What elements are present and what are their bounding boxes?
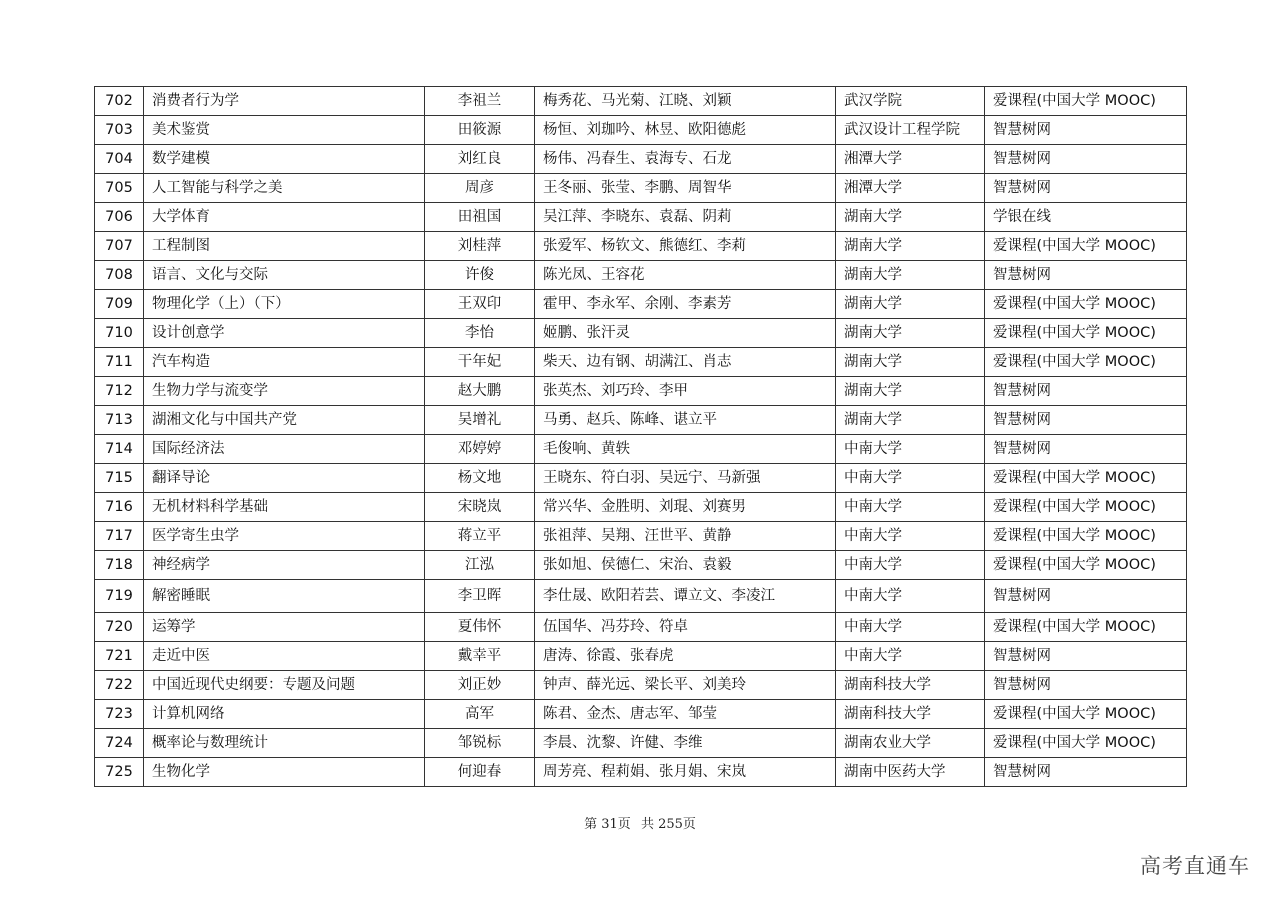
course-name: 工程制图 [144,232,425,261]
row-number: 720 [95,613,144,642]
team-members: 伍国华、冯芬玲、符卓 [535,613,836,642]
course-lead: 高军 [425,700,535,729]
course-name: 翻译导论 [144,464,425,493]
platform-name: 学银在线 [985,203,1187,232]
school-name: 湖南大学 [836,319,985,348]
team-members: 唐涛、徐霞、张春虎 [535,642,836,671]
team-members: 张祖萍、吴翔、汪世平、黄静 [535,522,836,551]
table-row [95,348,1187,377]
course-lead: 李祖兰 [425,87,535,116]
course-lead: 吴增礼 [425,406,535,435]
course-name: 湖湘文化与中国共产党 [144,406,425,435]
table-row [95,261,1187,290]
course-lead: 刘正妙 [425,671,535,700]
platform-name: 爱课程(中国大学 MOOC) [985,348,1187,377]
platform-name: 爱课程(中国大学 MOOC) [985,464,1187,493]
course-name: 走近中医 [144,642,425,671]
row-number: 708 [95,261,144,290]
platform-name: 智慧树网 [985,261,1187,290]
row-number: 714 [95,435,144,464]
team-members: 王晓东、符白羽、吴远宁、马新强 [535,464,836,493]
row-number: 719 [95,580,144,613]
school-name: 中南大学 [836,464,985,493]
platform-name: 智慧树网 [985,758,1187,787]
platform-name: 爱课程(中国大学 MOOC) [985,551,1187,580]
watermark-text: 高考直通车 [1140,854,1250,878]
table-row [95,87,1187,116]
row-number: 707 [95,232,144,261]
course-lead: 干年妃 [425,348,535,377]
platform-name: 爱课程(中国大学 MOOC) [985,290,1187,319]
course-lead: 李卫晖 [425,580,535,613]
course-lead: 邓婷婷 [425,435,535,464]
school-name: 湖南大学 [836,261,985,290]
platform-name: 智慧树网 [985,642,1187,671]
school-name: 湖南大学 [836,406,985,435]
course-name: 解密睡眠 [144,580,425,613]
course-lead: 李怡 [425,319,535,348]
team-members: 吴江萍、李晓东、袁磊、阴莉 [535,203,836,232]
course-name: 美术鉴赏 [144,116,425,145]
row-number: 703 [95,116,144,145]
course-lead: 田祖国 [425,203,535,232]
platform-name: 智慧树网 [985,406,1187,435]
team-members: 钟声、薛光远、梁长平、刘美玲 [535,671,836,700]
team-members: 梅秀花、马光菊、江晓、刘颖 [535,87,836,116]
row-number: 715 [95,464,144,493]
course-name: 神经病学 [144,551,425,580]
table-row [95,435,1187,464]
table-row [95,116,1187,145]
row-number: 722 [95,671,144,700]
table-row [95,580,1187,613]
table-row [95,232,1187,261]
row-number: 702 [95,87,144,116]
row-number: 724 [95,729,144,758]
platform-name: 智慧树网 [985,116,1187,145]
school-name: 湖南科技大学 [836,700,985,729]
platform-name: 爱课程(中国大学 MOOC) [985,522,1187,551]
row-number: 704 [95,145,144,174]
school-name: 中南大学 [836,522,985,551]
school-name: 湘潭大学 [836,174,985,203]
course-name: 语言、文化与交际 [144,261,425,290]
team-members: 马勇、赵兵、陈峰、谌立平 [535,406,836,435]
row-number: 706 [95,203,144,232]
row-number: 718 [95,551,144,580]
table-row [95,671,1187,700]
school-name: 湖南大学 [836,377,985,406]
course-name: 概率论与数理统计 [144,729,425,758]
platform-name: 爱课程(中国大学 MOOC) [985,493,1187,522]
platform-name: 爱课程(中国大学 MOOC) [985,613,1187,642]
team-members: 杨伟、冯春生、袁海专、石龙 [535,145,836,174]
course-name: 数学建模 [144,145,425,174]
platform-name: 爱课程(中国大学 MOOC) [985,87,1187,116]
school-name: 湖南大学 [836,232,985,261]
platform-name: 智慧树网 [985,145,1187,174]
course-lead: 戴幸平 [425,642,535,671]
row-number: 711 [95,348,144,377]
course-lead: 江泓 [425,551,535,580]
platform-name: 爱课程(中国大学 MOOC) [985,319,1187,348]
course-lead: 田筱源 [425,116,535,145]
row-number: 717 [95,522,144,551]
course-name: 人工智能与科学之美 [144,174,425,203]
row-number: 713 [95,406,144,435]
course-lead: 邹锐标 [425,729,535,758]
course-lead: 杨文地 [425,464,535,493]
team-members: 陈光凤、王容花 [535,261,836,290]
table-row [95,493,1187,522]
school-name: 中南大学 [836,435,985,464]
course-lead: 周彦 [425,174,535,203]
table-row [95,551,1187,580]
school-name: 湘潭大学 [836,145,985,174]
school-name: 武汉设计工程学院 [836,116,985,145]
school-name: 中南大学 [836,613,985,642]
school-name: 湖南大学 [836,203,985,232]
row-number: 723 [95,700,144,729]
team-members: 周芳亮、程莉娟、张月娟、宋岚 [535,758,836,787]
table-row [95,758,1187,787]
team-members: 张英杰、刘巧玲、李甲 [535,377,836,406]
team-members: 张如旭、侯德仁、宋治、袁毅 [535,551,836,580]
course-name: 生物力学与流变学 [144,377,425,406]
row-number: 710 [95,319,144,348]
table-row [95,203,1187,232]
course-name: 计算机网络 [144,700,425,729]
table-row [95,319,1187,348]
team-members: 陈君、金杰、唐志军、邹莹 [535,700,836,729]
team-members: 王冬丽、张莹、李鹏、周智华 [535,174,836,203]
page-total: 共 255页 [640,817,696,832]
platform-name: 智慧树网 [985,435,1187,464]
course-name: 消费者行为学 [144,87,425,116]
school-name: 中南大学 [836,493,985,522]
table-row [95,700,1187,729]
course-name: 生物化学 [144,758,425,787]
platform-name: 爱课程(中国大学 MOOC) [985,232,1187,261]
table-row [95,464,1187,493]
team-members: 毛俊响、黄轶 [535,435,836,464]
table-row [95,377,1187,406]
course-table [94,86,1187,787]
platform-name: 智慧树网 [985,174,1187,203]
course-name: 中国近现代史纲要：专题及问题 [144,671,425,700]
page-number: 第 31页 [584,817,631,832]
course-lead: 赵大鹏 [425,377,535,406]
team-members: 李晨、沈黎、许健、李维 [535,729,836,758]
school-name: 中南大学 [836,551,985,580]
school-name: 中南大学 [836,580,985,613]
school-name: 湖南大学 [836,290,985,319]
platform-name: 智慧树网 [985,580,1187,613]
team-members: 霍甲、李永军、余刚、李素芳 [535,290,836,319]
table-row [95,406,1187,435]
table-row [95,613,1187,642]
course-name: 无机材料科学基础 [144,493,425,522]
school-name: 中南大学 [836,642,985,671]
course-lead: 夏伟怀 [425,613,535,642]
table-row [95,642,1187,671]
table-row [95,729,1187,758]
course-lead: 何迎春 [425,758,535,787]
platform-name: 智慧树网 [985,671,1187,700]
page-footer [0,813,1280,832]
platform-name: 爱课程(中国大学 MOOC) [985,700,1187,729]
course-lead: 王双印 [425,290,535,319]
course-name: 汽车构造 [144,348,425,377]
table-row [95,145,1187,174]
table-body [95,87,1187,787]
course-name: 国际经济法 [144,435,425,464]
course-lead: 刘红良 [425,145,535,174]
team-members: 常兴华、金胜明、刘琨、刘赛男 [535,493,836,522]
table-row [95,290,1187,319]
course-lead: 蒋立平 [425,522,535,551]
row-number: 725 [95,758,144,787]
school-name: 湖南科技大学 [836,671,985,700]
course-name: 医学寄生虫学 [144,522,425,551]
platform-name: 爱课程(中国大学 MOOC) [985,729,1187,758]
row-number: 716 [95,493,144,522]
team-members: 姬鹏、张汗灵 [535,319,836,348]
team-members: 杨恒、刘珈吟、林昱、欧阳德彪 [535,116,836,145]
school-name: 武汉学院 [836,87,985,116]
team-members: 李仕晟、欧阳若芸、谭立文、李凌江 [535,580,836,613]
row-number: 709 [95,290,144,319]
course-name: 运筹学 [144,613,425,642]
course-lead: 刘桂萍 [425,232,535,261]
platform-name: 智慧树网 [985,377,1187,406]
row-number: 705 [95,174,144,203]
team-members: 柴天、边有钢、胡满江、肖志 [535,348,836,377]
row-number: 721 [95,642,144,671]
team-members: 张爱军、杨钦文、熊德红、李莉 [535,232,836,261]
school-name: 湖南农业大学 [836,729,985,758]
course-lead: 宋晓岚 [425,493,535,522]
row-number: 712 [95,377,144,406]
course-lead: 许俊 [425,261,535,290]
school-name: 湖南大学 [836,348,985,377]
course-name: 大学体育 [144,203,425,232]
school-name: 湖南中医药大学 [836,758,985,787]
course-name: 设计创意学 [144,319,425,348]
table-row [95,174,1187,203]
course-name: 物理化学（上）（下） [144,290,425,319]
table-row [95,522,1187,551]
